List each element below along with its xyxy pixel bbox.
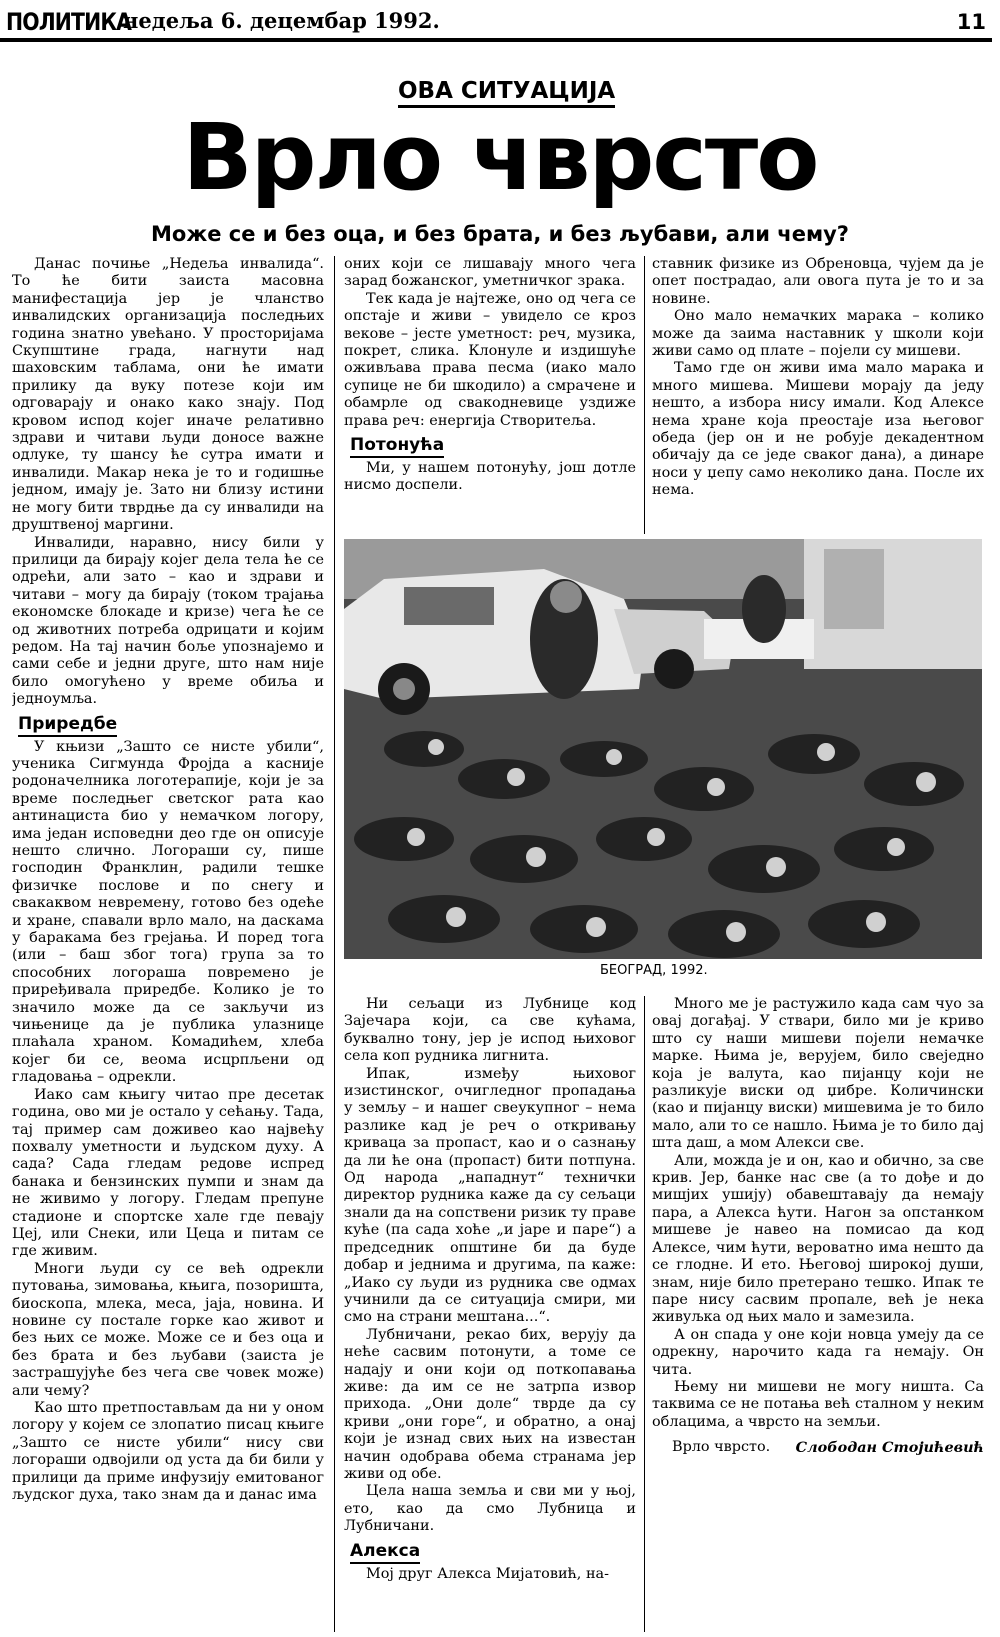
paragraph: У књизи „Зашто се нисте убили“, ученика Сигмунда Фројда а касније родоначелника логотерапије, који је за време последњег светског рата као антинациста био у немачком логору, има један исповедни део где он описује нешто слично. Логораши су, пише господин Франклин, радили тешке физичке послове и по снегу и свакаквом невремену, готово без одеће и хране, спавали врло мало, на даскама у баракама без грејања. И поред тога (или – баш због тога) група за то способних логораша повремено је приређивала приредбе. Колико је то значило може да се закључи из чињенице да је публика улазнице плаћала храном. Комадићем, хлеба којег би се, веома исцрпљени од гладовања – одрекли. bbox=[12, 738, 324, 1086]
paragraph: Али, можда је и он, као и обично, за све крив. Јер, банке нас све (а то дође и до мишјих ушију) обавештавају да немају пара, а Алекса ћути. Нагон за опстанком мишеве је навео на помисао да код Алексе, чим ћути, вероватно има нешто да се глодне. И ето. Његовој широкој души, знам, није било претерано тешко. Ипак те паре нису сасвим пропале, већ је нека живуљка од њих мало и замезила. bbox=[652, 1152, 984, 1326]
subheading-potonuca: Потонућа bbox=[350, 434, 444, 458]
article-deck: Може се и без оца, и без брата, и без љубави, али чему? bbox=[151, 222, 849, 246]
paragraph: Цела наша земља и сви ми у њој, ето, као да смо Лубница и Лубничани. bbox=[344, 1483, 636, 1535]
paragraph: А он спада у оне који новца умеју да се одрекну, нарочито када га немају. Он чита. bbox=[652, 1326, 984, 1378]
photo-illustration bbox=[344, 539, 982, 959]
paragraph: Тамо где он живи има мало марака и много мишева. Мишеви морају да једу нешто, а избора нису имали. Код Алексе нема хране која преостаје иза његовог обеда (јер он и не робује декадентном обичају да се једе сваког дана), а динаре носи у џепу само неколико дана. После их нема. bbox=[652, 360, 984, 499]
paragraph: Лубничани, рекао бих, верују да неће сасвим потонути, а томе се надају и они који од поткопавања живе: да им се не затрпа извор прихода. „Они доле“ тврде да су криви „они горе“, и обратно, а онај који је изнад свих њих на известан начин одобрава обема странама јер живи од обе. bbox=[344, 1326, 636, 1482]
column-3-bottom bbox=[652, 996, 984, 1632]
issue-date: недеља 6. децембар 1992. bbox=[123, 8, 440, 33]
column-2-bottom bbox=[344, 996, 636, 1632]
paragraph: Многи људи су се већ одрекли путовања, зимовања, књига, позоришта, биоскопа, млека, меса, јаја, новина. И новине су постале горке као живот и без њих се може. Може се и без оца и без брата и без љубави (заиста је застрашујуће без чега све човек може) али чему? bbox=[12, 1260, 324, 1399]
article-kicker: ОВА СИТУАЦИЈА bbox=[398, 78, 615, 108]
paragraph: Ми, у нашем потонућу, још дотле нисмо доспели. bbox=[344, 460, 636, 494]
masthead-rule bbox=[0, 38, 992, 42]
paragraph: ставник физике из Обреновца, чујем да је опет пострадао, али овога пута је то и за новине. bbox=[652, 256, 984, 307]
column-rule bbox=[644, 256, 645, 534]
photo-caption: БЕОГРАД, 1992. bbox=[600, 963, 708, 978]
paragraph: Њему ни мишеви не могу ништа. Са таквима се не потања већ сталном у неким облацима, а чврсто на земљи. bbox=[652, 1378, 984, 1430]
paragraph: Оно мало немачких марака – колико може да заима наставник у школи који живи само од плате – појели су мишеви. bbox=[652, 308, 984, 360]
paragraph: Иако сам књигу читао пре десетак година, ово ми је остало у сећању. Тада, тај пример сам доживео као највећу похвалу уметности и људском духу. А сада? Сада гледам редове испред банака и бензинских пумпи и знам да не живимо у логору. Гледам препуне стадионе и спортске хале где певају Цеј, или Снеки, или Цеца и питам се где живим. bbox=[12, 1086, 324, 1260]
column-2-top bbox=[344, 256, 636, 534]
signoff-text: Врло чврсто. bbox=[672, 1439, 771, 1456]
paragraph: Ни сељаци из Лубнице код Зајечара који, са све кућама, буквално тону, јер је испод њиховог села коп рудника лигнита. bbox=[344, 996, 636, 1065]
paragraph: Тек када је најтеже, оно од чега се опстаје и живи – увидело се кроз векове – јесте уметност: реч, музика, покрет, слика. Клонуле и издишуће оживљава права песма (иако мало супице не би шкодило) а смрачене и обамрле од свакодневице уздиже права реч: енергија Створитеља. bbox=[344, 290, 636, 429]
subheading-priredbe: Приредбе bbox=[18, 713, 117, 737]
newspaper-logo: ПОЛИТИКА bbox=[6, 8, 132, 36]
masthead bbox=[0, 0, 1000, 44]
paragraph: Много ме је растужило када сам чуо за овај догађај. У ствари, било ми је криво што су наши мишеви појели немачке марке. Њима је, верујем, било свеједно која је валута, као пијанцу који не разликује виски од џибре. Количински (као и пијанцу виски) мишевима је то било мало, али то се нашло. Њима је то било дај шта даш, а мом Алекси све. bbox=[652, 996, 984, 1152]
paragraph: Ипак, између њиховог изистинског, очигледног пропадања у земљу – и нашег свеукупног – нема разлике кад је реч о откривању криваца за пропаст, као и о сазнању да ли ће она (пропаст) бити потпуна. Од народа „нападнут“ технички директор рудника каже да су сељаци знали да на сопствени ризик ту праве куће (па сада хоће „и јаре и паре“) а председник општине би да буде добар и једнима и другима, па каже: „Иако су људи из рудника све одмах учинили да се ситуација смири, ми смо на страни мештана...“. bbox=[344, 1065, 636, 1326]
article-signoff bbox=[652, 1439, 984, 1456]
subheading-aleksa: Алекса bbox=[350, 1540, 420, 1564]
column-1 bbox=[12, 256, 324, 1632]
column-rule bbox=[644, 996, 645, 1632]
photo-market-scene bbox=[344, 539, 982, 959]
paragraph: Мој друг Алекса Мијатовић, на- bbox=[366, 1565, 609, 1582]
column-3-top bbox=[652, 256, 984, 534]
paragraph: оних који се лишавају много чега зарад божанског, уметничког зрака. bbox=[344, 256, 636, 290]
paragraph: Као што претпостављам да ни у оном логору у којем се злопатио писац књиге „Зашто се нисте убили“ нису сви логораши одвојили од уста да би били у прилици да приме инфузију емитованог људског духа, тако знам да и данас има bbox=[12, 1400, 324, 1504]
paragraph: Данас почиње „Недеља инвалида“. То ће бити заиста масовна манифестација јер је чланство инвалидских организација последњих година знатно увећано. У просторијама Скупштине града, нагнути над шаховским таблама, они ће имати прилику да вуку потезе који им одговарају и онако како знају. Под кровом испод којег иначе релативно здрави и читави људи доносе важне одлуке, ту шансу ће сутра имати и инвалиди. Макар нека је то и годишње једном, имају је. Зато ни близу истини не могу бити тврдње да су инвалиди на друштвеној маргини. bbox=[12, 256, 324, 534]
paragraph: Инвалиди, наравно, нису били у прилици да бирају којег дела тела ће се одрећи, али зато – као и здрави и читави – могу да бирају (током трајања економске блокаде и кризе) чега ће се од животних потреба одрицати и којим редом. На тај начин боље упознајемо и сами себе и једни друге, што нам није било омогућено у време обиља и једноумља. bbox=[12, 534, 324, 708]
author-name: Слободан Стојићевић bbox=[795, 1439, 984, 1457]
page-number: 11 bbox=[956, 10, 986, 34]
article-headline: Врло чврсто bbox=[182, 104, 818, 211]
column-rule bbox=[334, 256, 335, 1632]
